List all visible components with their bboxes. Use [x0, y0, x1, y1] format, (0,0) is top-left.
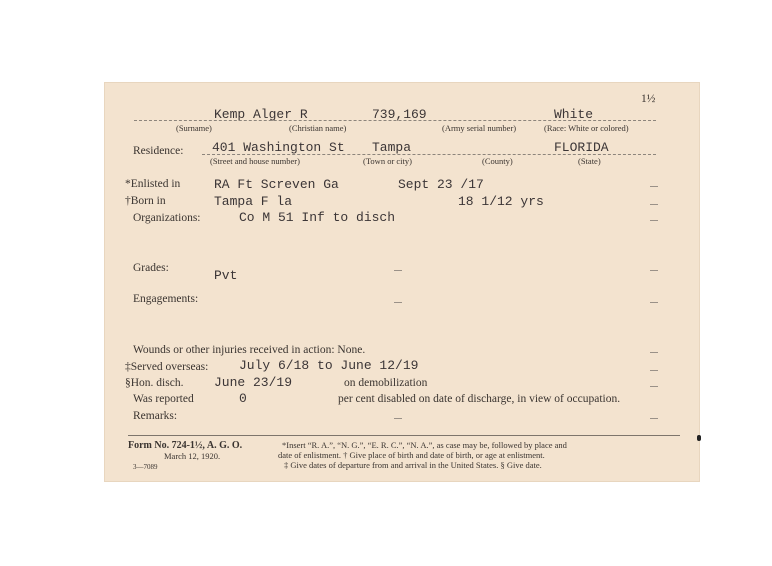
footnote-2: date of enlistment. † Give place of birth and date of birth, or age at enlistment. — [278, 450, 545, 460]
footnote-1: *Insert “R. A.”, “N. G.”, “E. R. C.”, “N. A.”, as case may be, followed by place and — [282, 440, 567, 450]
street-caption: (Street and house number) — [210, 156, 300, 166]
residence-line — [202, 154, 656, 155]
footnote-3: ‡ Give dates of departure from and arrival in the United States. § Give date. — [284, 460, 542, 470]
enlisted-dash — [650, 186, 658, 187]
wounds-label: Wounds or other injuries received in action: None. — [133, 344, 366, 356]
hon-disch-value: June 23/19 — [214, 375, 293, 390]
born-dash — [650, 204, 658, 205]
organizations-value: Co M 51 Inf to disch — [239, 210, 396, 225]
grades-dash-mid — [394, 270, 402, 271]
was-reported-value: 0 — [239, 391, 247, 406]
state-value: FLORIDA — [554, 140, 609, 155]
percent-disabled-text: per cent disabled on date of discharge, in view of occupation. — [338, 393, 621, 405]
wounds-dash — [650, 352, 658, 353]
engagements-dash-mid — [394, 302, 402, 303]
service-record-card — [104, 82, 700, 482]
print-code: 3—7089 — [133, 463, 158, 471]
state-caption: (State) — [578, 156, 601, 166]
county-caption: (County) — [482, 156, 513, 166]
grades-dash — [650, 270, 658, 271]
ink-spot — [697, 435, 701, 441]
town-caption: (Town or city) — [363, 156, 412, 166]
grades-label: Grades: — [133, 262, 169, 274]
serial-number-value: 739,169 — [372, 107, 427, 122]
form-number: Form No. 724-1½, A. G. O. — [128, 440, 243, 451]
form-date: March 12, 1920. — [164, 451, 221, 461]
served-overseas-value: July 6/18 to June 12/19 — [239, 358, 419, 373]
demobilization-text: on demobilization — [344, 377, 428, 389]
serial-caption: (Army serial number) — [442, 123, 517, 133]
remarks-dash — [650, 418, 658, 419]
grades-value: Pvt — [214, 268, 238, 283]
organizations-label: Organizations: — [133, 212, 201, 224]
race-value: White — [554, 107, 594, 122]
engagements-dash — [650, 302, 658, 303]
served-overseas-label: ‡Served overseas: — [125, 361, 209, 373]
was-reported-label: Was reported — [133, 393, 194, 405]
name-line — [134, 120, 656, 121]
born-label: †Born in — [125, 195, 166, 207]
enlisted-place-value: RA Ft Screven Ga — [214, 177, 339, 192]
remarks-dash-mid — [394, 418, 402, 419]
born-place-value: Tampa F la — [214, 194, 293, 209]
enlisted-date-value: Sept 23 /17 — [398, 177, 484, 192]
card-number: 1½ — [641, 93, 656, 105]
street-value: 401 Washington St — [212, 140, 345, 155]
remarks-label: Remarks: — [133, 410, 178, 422]
hon-disch-label: §Hon. disch. — [125, 377, 184, 389]
organizations-dash — [650, 220, 658, 221]
engagements-label: Engagements: — [133, 293, 199, 305]
hon-disch-dash — [650, 386, 658, 387]
age-value: 18 1/12 yrs — [458, 194, 544, 209]
enlisted-label: *Enlisted in — [125, 178, 181, 190]
footer-rule — [128, 435, 680, 436]
surname-caption: (Surname) — [176, 123, 212, 133]
residence-label: Residence: — [133, 145, 184, 157]
name-value: Kemp Alger R — [214, 107, 308, 122]
served-overseas-dash — [650, 370, 658, 371]
town-value: Tampa — [372, 140, 412, 155]
christian-name-caption: (Christian name) — [289, 123, 347, 133]
race-caption: (Race: White or colored) — [544, 123, 629, 133]
